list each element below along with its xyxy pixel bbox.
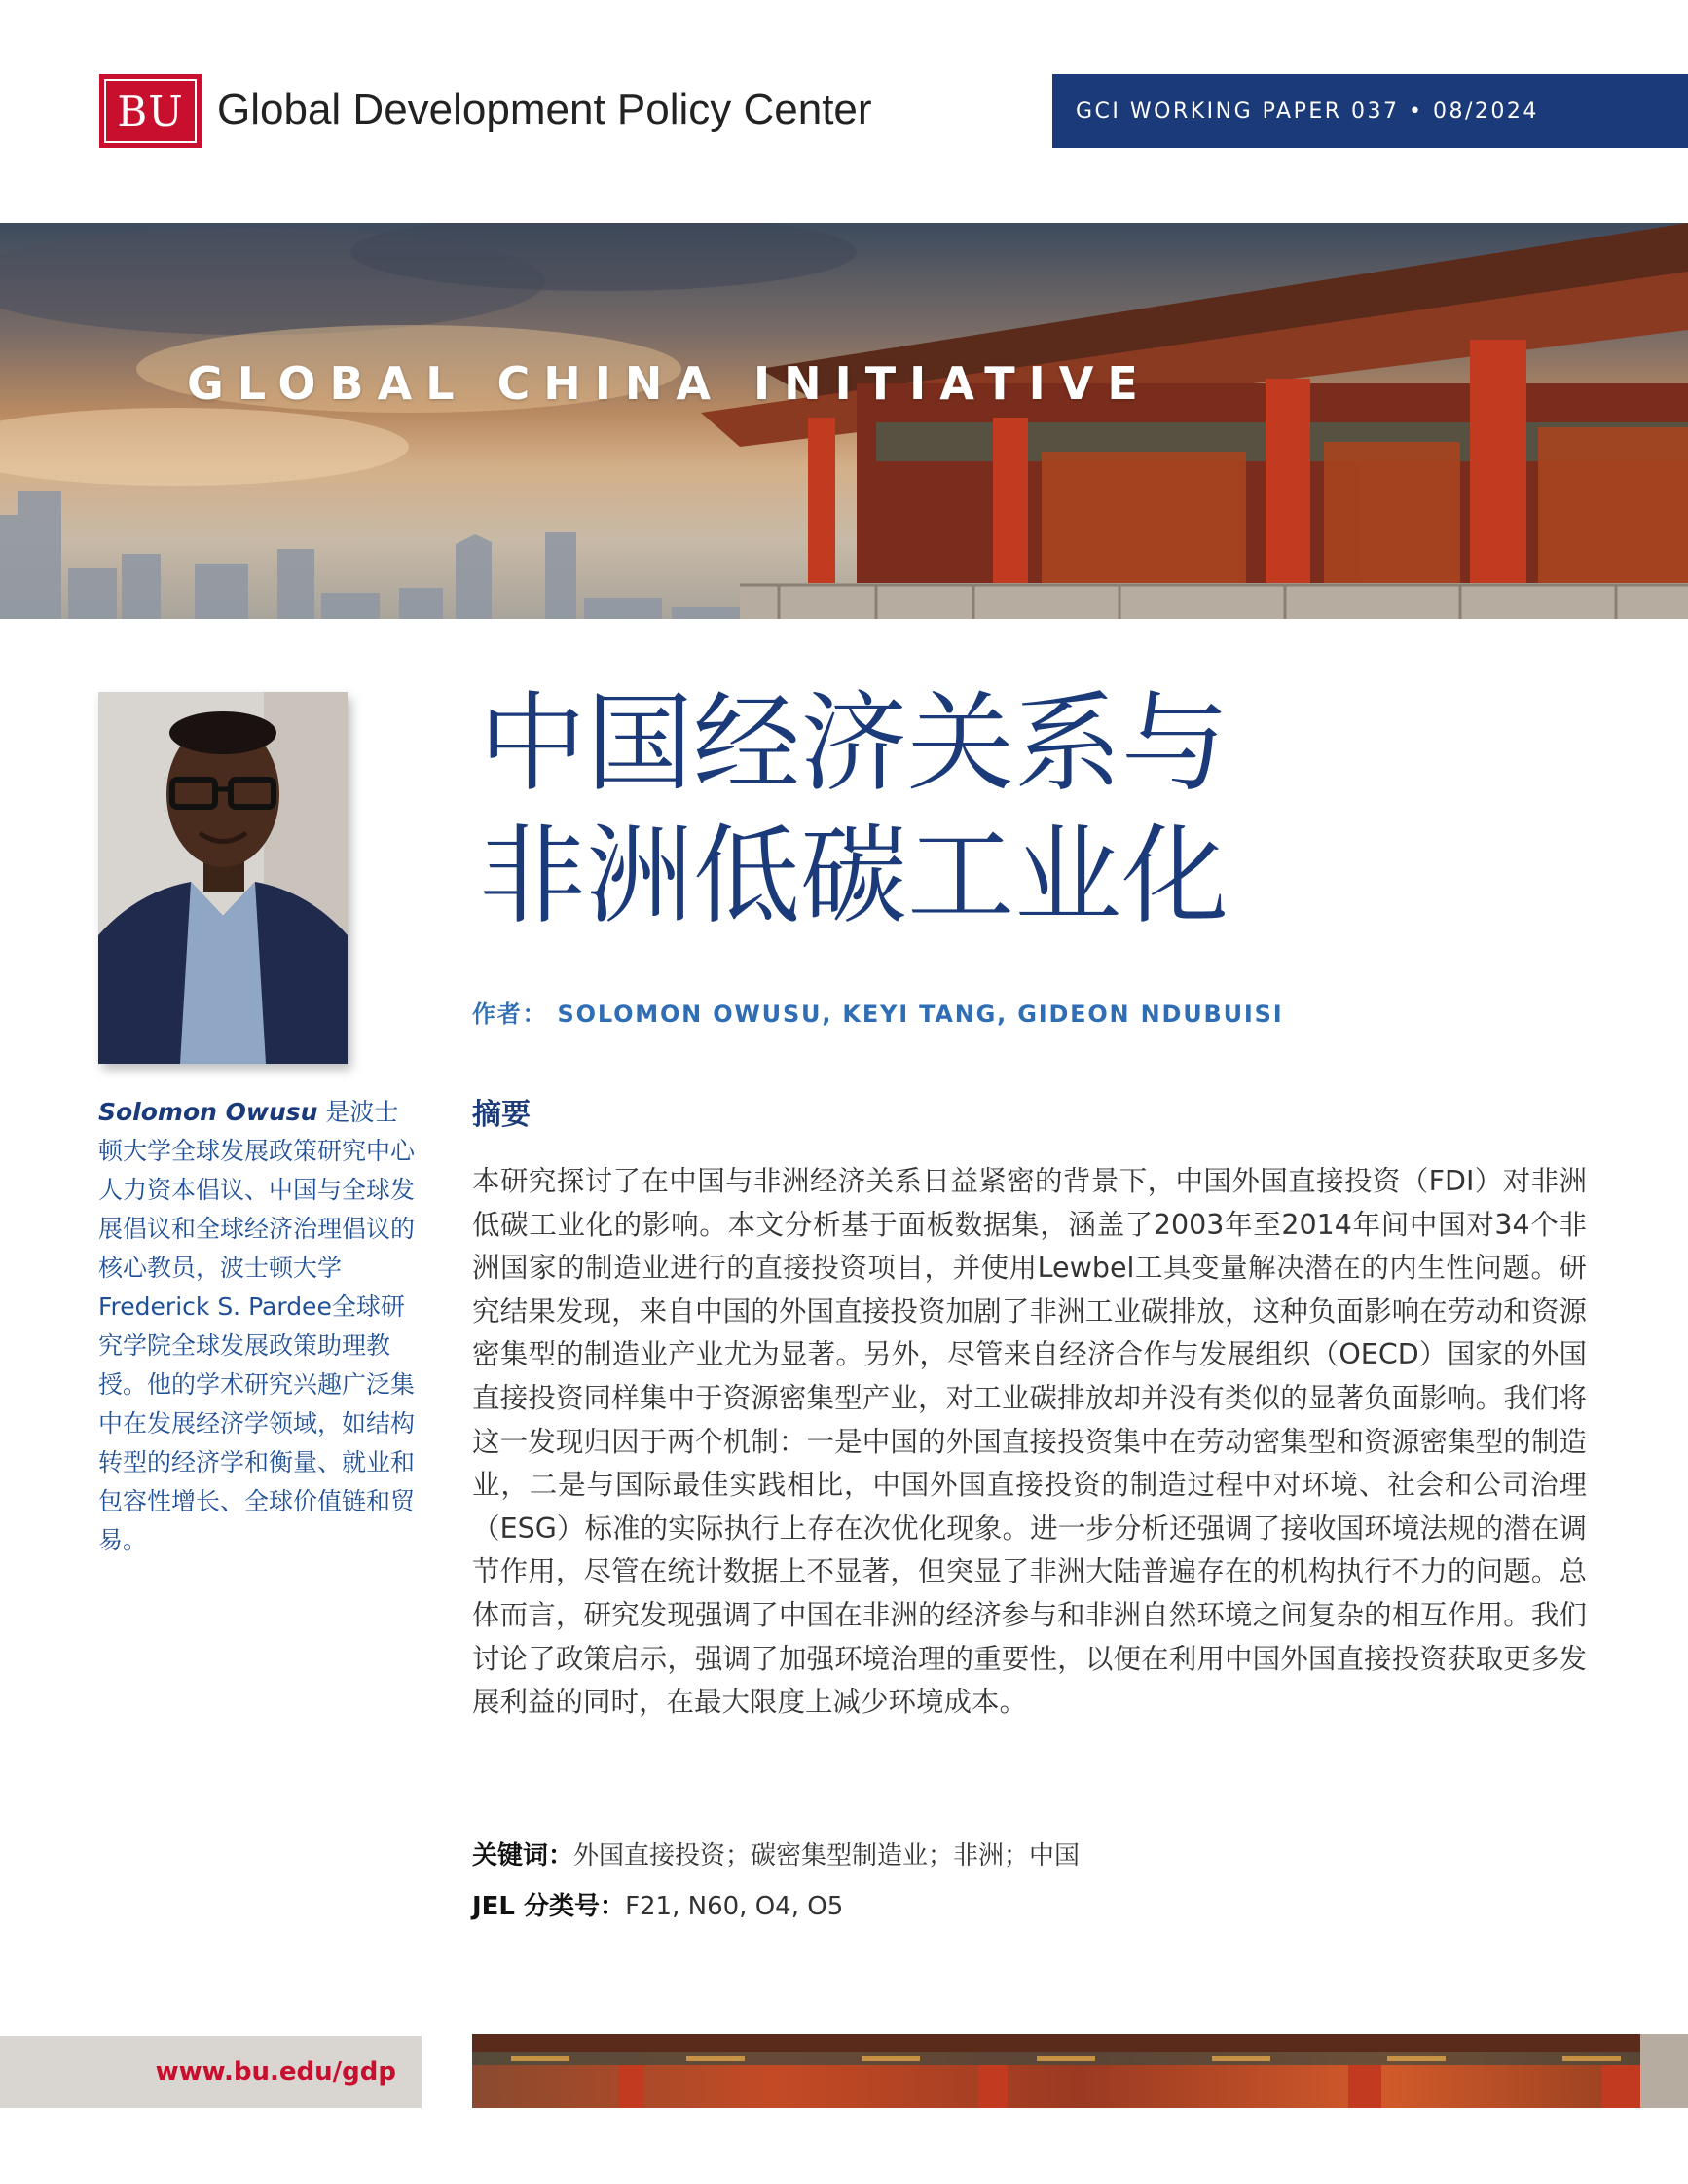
author-bio xyxy=(98,1093,422,1560)
abstract-heading: 摘要 xyxy=(472,1098,531,1132)
banner-image xyxy=(0,223,1688,619)
center-name: Global Development Policy Center xyxy=(217,86,872,133)
author-bio-name: Solomon Owusu xyxy=(98,1098,318,1126)
jel-value: F21, N60, O4, O5 xyxy=(625,1892,844,1921)
footer-illustration xyxy=(472,2034,1688,2108)
abstract-body: 本研究探讨了在中国与非洲经济关系日益紧密的背景下，中国外国直接投资（FDI）对非洲低碳工业化的影响。本文分析基于面板数据集，涵盖了2003年至2014年间中国对34个非洲国家的制造业进行的直接投资项目，并使用Lewbel工具变量解决潜在的内生性问题。研究结果发现，来自中国的外国直接投资加剧了非洲工业碳排放，这种负面影响在劳动和资源密集型的制造业产业尤为显著。另外，尽管来自经济合作与发展组织（OECD）国家的外国直接投资同样集中于资源密集型产业，对工业碳排放却并没有类似的显著负面影响。我们将这一发现归因于两个机制：一是中国的外国直接投资集中在劳动密集型和资源密集型的制造业，二是与国际最佳实践相比，中国外国直接投资的制造过程中对环境、社会和公司治理（ESG）标准的实际执行上存在次优化现象。进一步分析还强调了接收国环境法规的潜在调节作用，尽管在统计数据上不显著，但突显了非洲大陆普遍存在的机构执行不力的问题。总体而言，研究发现强调了中国在非洲的经济参与和非洲自然环境之间复杂的相互作用。我们讨论了政策启示，强调了加强环境治理的重要性，以便在利用中国外国直接投资获取更多发展利益的同时，在最大限度上减少环境成本。 xyxy=(472,1165,1588,1719)
footer-image-strip xyxy=(472,2034,1688,2108)
portrait-illustration xyxy=(98,692,348,1064)
paper-title-line-1: 中国经济关系与 xyxy=(479,681,1229,806)
banner-title: GLOBAL CHINA INITIATIVE xyxy=(187,357,1152,410)
keywords-line xyxy=(472,1836,1080,1872)
keywords-label: 关键词： xyxy=(472,1841,574,1871)
banner-illustration xyxy=(0,223,1688,619)
paper-title-line-2: 非洲低碳工业化 xyxy=(479,814,1229,938)
bu-logo[interactable] xyxy=(99,74,202,148)
website-link-bar[interactable] xyxy=(0,2036,422,2108)
jel-line xyxy=(472,1886,843,1922)
paper-label-badge xyxy=(1052,74,1688,148)
author-bio-text: 是波士顿大学全球发展政策研究中心人力资本倡议、中国与全球发展倡议和全球经济治理倡议的核心教员，波士顿大学Frederick S. Pardee全球研究学院全球发展政策助理教授。他的学术研究兴趣广泛集中在发展经济学领域，如结构转型的经济学和衡量、就业和包容性增长、全球价值链和贸易。 xyxy=(98,1098,416,1554)
jel-label: JEL 分类号： xyxy=(472,1892,626,1921)
authors-line: 作者： SOLOMON OWUSU, KEYI TANG, GIDEON NDUBUISI xyxy=(472,1001,1284,1028)
paper-label: GCI WORKING PAPER 037 • 08/2024 xyxy=(1076,98,1539,124)
keywords-value: 外国直接投资；碳密集型制造业；非洲；中国 xyxy=(573,1841,1081,1871)
website-link[interactable]: www.bu.edu/gdp xyxy=(155,2057,396,2087)
author-portrait xyxy=(98,692,348,1064)
bu-logo-text: BU xyxy=(104,79,197,143)
paper-title xyxy=(479,677,1647,942)
